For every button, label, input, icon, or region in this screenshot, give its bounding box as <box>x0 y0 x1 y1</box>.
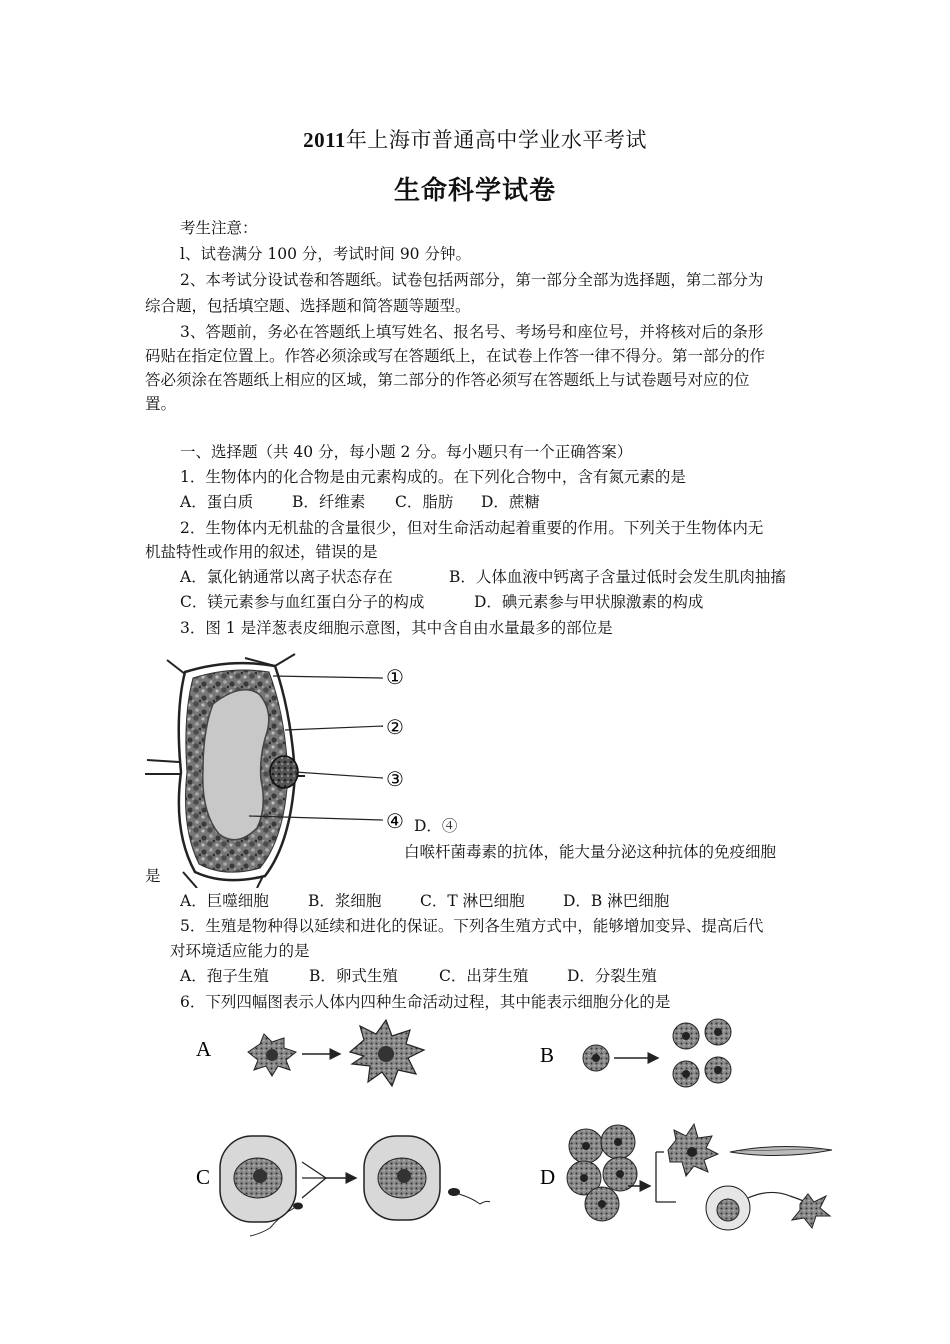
q4-option-a[interactable]: A．巨噬细胞 <box>180 892 269 910</box>
panel-d-stem-cells <box>567 1125 637 1221</box>
q5-stem-line-1: 5．生殖是物种得以延续和进化的保证。下列各生殖方式中，能够增加变异、提高后代 <box>180 917 764 935</box>
q2-option-a[interactable]: A．氯化钠通常以离子状态存在 <box>180 568 393 586</box>
q4-stem-line-2: 是 <box>145 867 161 885</box>
notice-item-3-line-4: 置。 <box>145 395 177 413</box>
exam-title <box>0 124 950 154</box>
panel-d-neuron <box>706 1186 830 1230</box>
q5-option-a[interactable]: A．孢子生殖 <box>180 967 269 985</box>
panel-d-nerve-like-cell <box>668 1124 718 1176</box>
q2-option-d[interactable]: D．碘元素参与甲状腺激素的构成 <box>474 593 704 611</box>
panel-a-small-cell <box>248 1034 296 1076</box>
q4-option-d[interactable]: D．B 淋巴细胞 <box>563 892 670 910</box>
q1-stem: 1．生物体内的化合物是由元素构成的。在下列化合物中，含有氮元素的是 <box>180 468 686 486</box>
q1-option-a[interactable]: A．蛋白质 <box>180 493 254 511</box>
q3-option-d[interactable]: D．④ <box>414 817 458 835</box>
q1-options <box>180 492 540 512</box>
q2-option-c[interactable]: C．镁元素参与血红蛋白分子的构成 <box>180 593 425 611</box>
notice-item-3-line-2: 码贴在指定位置上。作答必须涂或写在答题纸上，在试卷上作答一律不得分。第一部分的作 <box>145 347 766 365</box>
nucleus <box>270 756 298 788</box>
panel-a-large-cell <box>350 1020 424 1086</box>
onion-cell-figure <box>145 652 445 888</box>
q5-option-b[interactable]: B．卵式生殖 <box>309 967 398 985</box>
panel-d-label: D <box>540 1165 556 1189</box>
panel-c-fertilized-egg <box>364 1136 490 1220</box>
panel-a-label: A <box>196 1037 212 1061</box>
notice-item-3-line-3: 答必须涂在答题纸上相应的区域，第二部分的作答必须写在答题纸上与试卷题号对应的位 <box>145 371 750 389</box>
q5-stem-line-2: 对环境适应能力的是 <box>170 942 310 960</box>
vacuole <box>203 690 269 840</box>
notice-item-3-line-1: 3、答题前，务必在答题纸上填写姓名、报名号、考场号和座位号，并将核对后的条形 <box>180 323 764 341</box>
panel-c-fusion-lines <box>302 1162 326 1198</box>
q4-option-c[interactable]: C．T 淋巴细胞 <box>420 892 525 910</box>
q3-stem: 3．图 1 是洋葱表皮细胞示意图，其中含自由水量最多的部位是 <box>180 619 613 637</box>
notice-item-2-line-1: 2、本考试分设试卷和答题纸。试卷包括两部分，第一部分全部为选择题，第二部分为 <box>180 271 764 289</box>
exam-title-text: 年上海市普通高中学业水平考试 <box>345 128 647 152</box>
q5-options <box>180 966 657 986</box>
notice-item-2-line-2: 综合题，包括填空题、选择题和简答题等题型。 <box>145 297 471 315</box>
q4-stem-partial: 白喉杆菌毒素的抗体，能大量分泌这种抗体的免疫细胞 <box>404 843 777 861</box>
panel-c-egg-cell <box>220 1136 296 1222</box>
label-3: ③ <box>386 769 404 791</box>
q4-options <box>180 891 669 911</box>
q5-option-c[interactable]: C．出芽生殖 <box>439 967 529 985</box>
q5-option-d[interactable]: D．分裂生殖 <box>567 967 657 985</box>
panel-d-muscle-cell <box>730 1146 832 1155</box>
q1-option-d[interactable]: D．蔗糖 <box>481 493 540 511</box>
label-4: ④ <box>386 811 404 833</box>
exam-year: 2011 <box>303 128 346 152</box>
q1-option-c[interactable]: C．脂肪 <box>395 493 454 511</box>
panel-b-label: B <box>540 1043 555 1067</box>
label-1: ① <box>386 667 404 689</box>
q1-option-b[interactable]: B．纤维素 <box>292 493 366 511</box>
panel-b-daughter-cells <box>673 1019 731 1087</box>
label-2: ② <box>386 717 404 739</box>
notice-heading: 考生注意： <box>180 219 258 237</box>
q2-stem-line-2: 机盐特性或作用的叙述，错误的是 <box>145 543 378 561</box>
cell-process-figure <box>180 1012 840 1244</box>
q2-stem-line-1: 2．生物体内无机盐的含量很少，但对生命活动起着重要的作用。下列关于生物体内无 <box>180 519 764 537</box>
notice-item-1: l、试卷满分 100 分，考试时间 90 分钟。 <box>180 245 471 263</box>
q2-option-b[interactable]: B．人体血液中钙离子含量过低时会发生肌肉抽搐 <box>449 568 786 586</box>
q4-option-b[interactable]: B．浆细胞 <box>308 892 382 910</box>
section-heading: 一、选择题（共 40 分，每小题 2 分。每小题只有一个正确答案） <box>180 443 633 461</box>
exam-subtitle: 生命科学试卷 <box>393 176 556 206</box>
q6-stem: 6．下列四幅图表示人体内四种生命活动过程，其中能表示细胞分化的是 <box>180 993 671 1011</box>
panel-c-label: C <box>196 1165 211 1189</box>
